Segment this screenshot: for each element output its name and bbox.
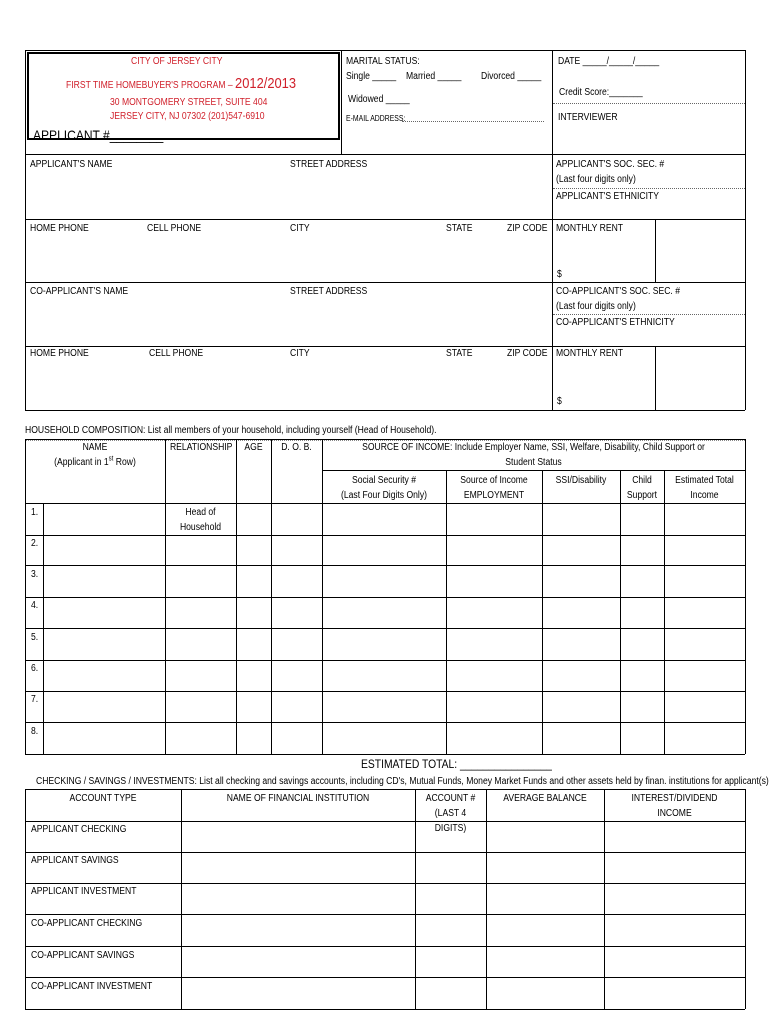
col-income-header: SOURCE OF INCOME: Include Employer Name, SSI, Welfare, Disability, Child Support or Student Status [362, 442, 705, 468]
coapplicant-city-label: CITY [290, 348, 310, 359]
account-row-label: APPLICANT SAVINGS [31, 855, 119, 866]
household-row-number: 8. [31, 726, 39, 737]
household-row-number: 3. [31, 569, 39, 580]
coapplicant-home-phone-label: HOME PHONE [30, 348, 89, 359]
household-row-number: 1. [31, 507, 39, 518]
coapplicant-state-label: STATE [446, 348, 473, 359]
program-name: FIRST TIME HOMEBUYER'S PROGRAM – 2012/2013 [66, 75, 297, 92]
marital-status-label: MARITAL STATUS: [346, 56, 420, 67]
coapplicant-street-label: STREET ADDRESS [290, 286, 368, 297]
office-address-line2: JERSEY CITY, NJ 07302 (201)547-6910 [110, 111, 265, 122]
head-of-household-label-2: Household [179, 522, 222, 533]
household-intro: HOUSEHOLD COMPOSITION: List all members of your household, including yourself (Head of Household). [25, 425, 437, 436]
sub-ss-note: (Last Four Digits Only) [340, 490, 428, 501]
household-row-number: 2. [31, 538, 39, 549]
col-name-header: NAME [82, 442, 108, 453]
applicant-ssn-note: (Last four digits only) [556, 174, 636, 185]
household-row-number: 5. [31, 632, 39, 643]
household-row-number: 6. [31, 663, 39, 674]
col-institution-header: NAME OF FINANCIAL INSTITUTION [226, 793, 370, 804]
account-row-label: APPLICANT INVESTMENT [31, 886, 137, 897]
applicant-street-label: STREET ADDRESS [290, 159, 368, 170]
applicant-city-label: CITY [290, 223, 310, 234]
coapplicant-name-label: CO-APPLICANT'S NAME [30, 286, 129, 297]
coapplicant-ssn-label: CO-APPLICANT'S SOC. SEC. # [556, 286, 680, 297]
applicant-rent-dollar: $ [557, 269, 562, 280]
estimated-total-field[interactable]: ESTIMATED TOTAL: ________________ [361, 757, 552, 771]
marital-divorced-field[interactable]: Divorced _____ [481, 71, 542, 82]
coapplicant-rent-dollar: $ [557, 396, 562, 407]
sub-estimated-header: Estimated Total [675, 475, 734, 486]
sub-support-header: Support [626, 490, 658, 501]
applicant-zip-label: ZIP CODE [507, 223, 548, 234]
col-account-number-header: ACCOUNT # [425, 793, 476, 804]
col-interest-header: INTEREST/DIVIDEND INCOME [631, 793, 718, 819]
marital-widowed-field[interactable]: Widowed _____ [348, 94, 410, 105]
sub-child-header: Child [632, 475, 652, 486]
coapplicant-rent-label: MONTHLY RENT [556, 348, 624, 359]
col-relationship-header: RELATIONSHIP [169, 442, 233, 453]
applicant-cell-phone-label: CELL PHONE [147, 223, 202, 234]
applicant-ethnicity-label: APPLICANT'S ETHNICITY [556, 191, 659, 202]
applicant-name-label: APPLICANT'S NAME [30, 159, 113, 170]
applicant-rent-label: MONTHLY RENT [556, 223, 624, 234]
marital-married-field[interactable]: Married _____ [406, 71, 462, 82]
col-name-note: (Applicant in 1st Row) [54, 455, 136, 468]
coapplicant-zip-label: ZIP CODE [507, 348, 548, 359]
applicant-state-label: STATE [446, 223, 473, 234]
col-average-balance-header: AVERAGE BALANCE [503, 793, 587, 804]
head-of-household-label: Head of [185, 507, 216, 518]
coapplicant-ssn-note: (Last four digits only) [556, 301, 636, 312]
applicant-home-phone-label: HOME PHONE [30, 223, 89, 234]
household-row-number: 4. [31, 600, 39, 611]
account-row-label: CO-APPLICANT CHECKING [31, 918, 143, 929]
sub-ss-header: Social Security # [351, 475, 417, 486]
account-row-label: CO-APPLICANT SAVINGS [31, 950, 135, 961]
email-label: E-MAIL ADDRESS: [346, 114, 406, 123]
col-dob-header: D. O. B. [281, 442, 312, 453]
office-address-line1: 30 MONTGOMERY STREET, SUITE 404 [110, 97, 268, 108]
interviewer-field[interactable]: INTERVIEWER [558, 112, 618, 123]
marital-single-field[interactable]: Single _____ [346, 71, 397, 82]
coapplicant-ethnicity-label: CO-APPLICANT'S ETHNICITY [556, 317, 675, 328]
household-row-number: 7. [31, 694, 39, 705]
col-age-header: AGE [244, 442, 263, 453]
applicant-number-field[interactable]: APPLICANT #________ [33, 127, 164, 143]
program-year: 2012/2013 [235, 75, 297, 92]
accounts-intro: CHECKING / SAVINGS / INVESTMENTS: List all checking and savings accounts, including CD's, Mutual Funds, Money Market Funds and other assets held by finan. institutions for applicant(s) [36, 776, 769, 787]
city-name: CITY OF JERSEY CITY [131, 56, 223, 67]
date-field[interactable]: DATE _____/_____/_____ [558, 56, 660, 67]
sub-employment-header: EMPLOYMENT [463, 490, 525, 501]
coapplicant-cell-phone-label: CELL PHONE [149, 348, 204, 359]
email-field[interactable] [402, 121, 544, 122]
sub-income-header: Income [690, 490, 719, 501]
col-account-type-header: ACCOUNT TYPE [69, 793, 137, 804]
credit-score-field[interactable]: Credit Score:_______ [559, 87, 643, 98]
sub-ssi-header: SSI/Disability [555, 475, 607, 486]
applicant-ssn-label: APPLICANT'S SOC. SEC. # [556, 159, 665, 170]
account-row-label: APPLICANT CHECKING [31, 824, 127, 835]
col-account-number-note: (LAST 4 DIGITS) [434, 808, 467, 834]
sub-source-header: Source of Income [460, 475, 528, 486]
account-row-label: CO-APPLICANT INVESTMENT [31, 981, 153, 992]
